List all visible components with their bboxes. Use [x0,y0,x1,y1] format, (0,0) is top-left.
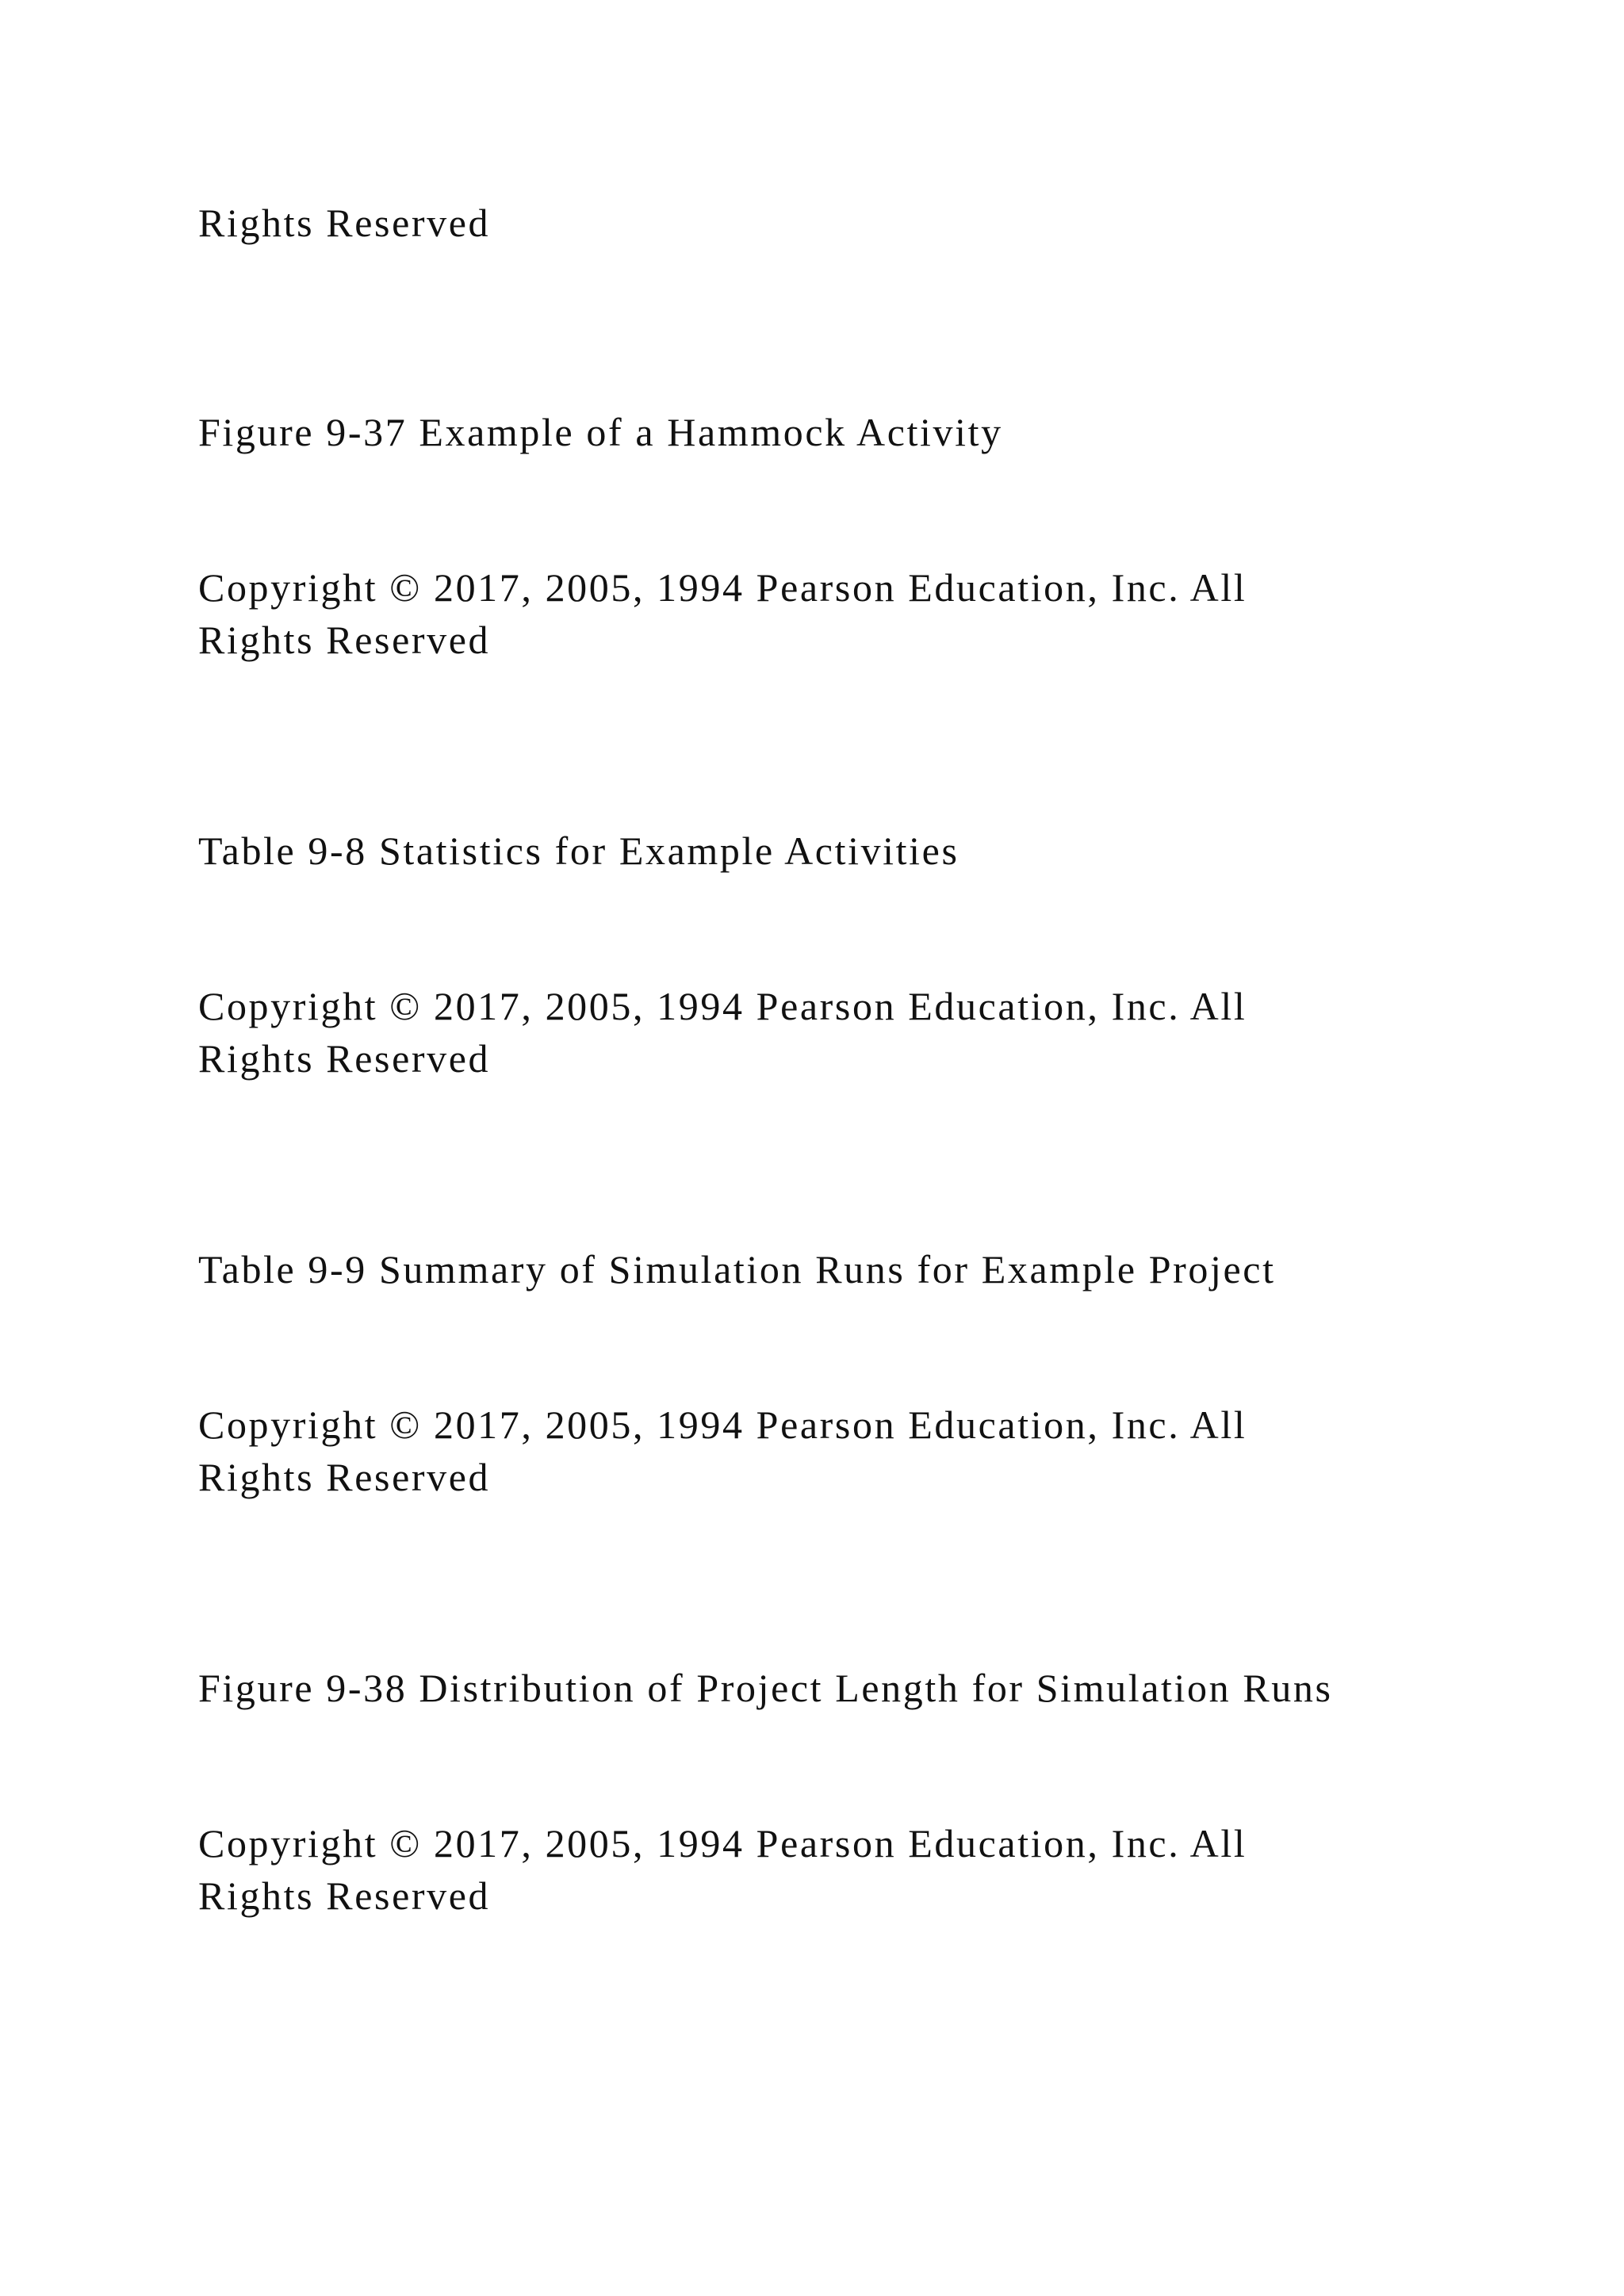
copyright-notice-line-1: Copyright © 2017, 2005, 1994 Pearson Education, Inc. All [198,565,1247,610]
copyright-notice-line-2: Rights Reserved [198,1873,491,1918]
table-caption-9-8: Table 9-8 Statistics for Example Activities [198,828,959,873]
copyright-notice-line-2: Rights Reserved [198,1455,491,1499]
copyright-notice-line-1: Copyright © 2017, 2005, 1994 Pearson Education, Inc. All [198,1402,1247,1447]
copyright-notice-line-1: Copyright © 2017, 2005, 1994 Pearson Education, Inc. All [198,984,1247,1028]
copyright-notice-line-1: Copyright © 2017, 2005, 1994 Pearson Education, Inc. All [198,1821,1247,1866]
copyright-notice-line-2: Rights Reserved [198,1036,491,1081]
table-caption-9-9: Table 9-9 Summary of Simulation Runs for Example Project [198,1247,1276,1292]
figure-caption-9-38: Figure 9-38 Distribution of Project Length for Simulation Runs [198,1666,1333,1710]
copyright-notice-line-2: Rights Reserved [198,618,491,662]
figure-caption-9-37: Figure 9-37 Example of a Hammock Activity [198,410,1003,454]
copyright-notice-continuation: Rights Reserved [198,201,491,245]
